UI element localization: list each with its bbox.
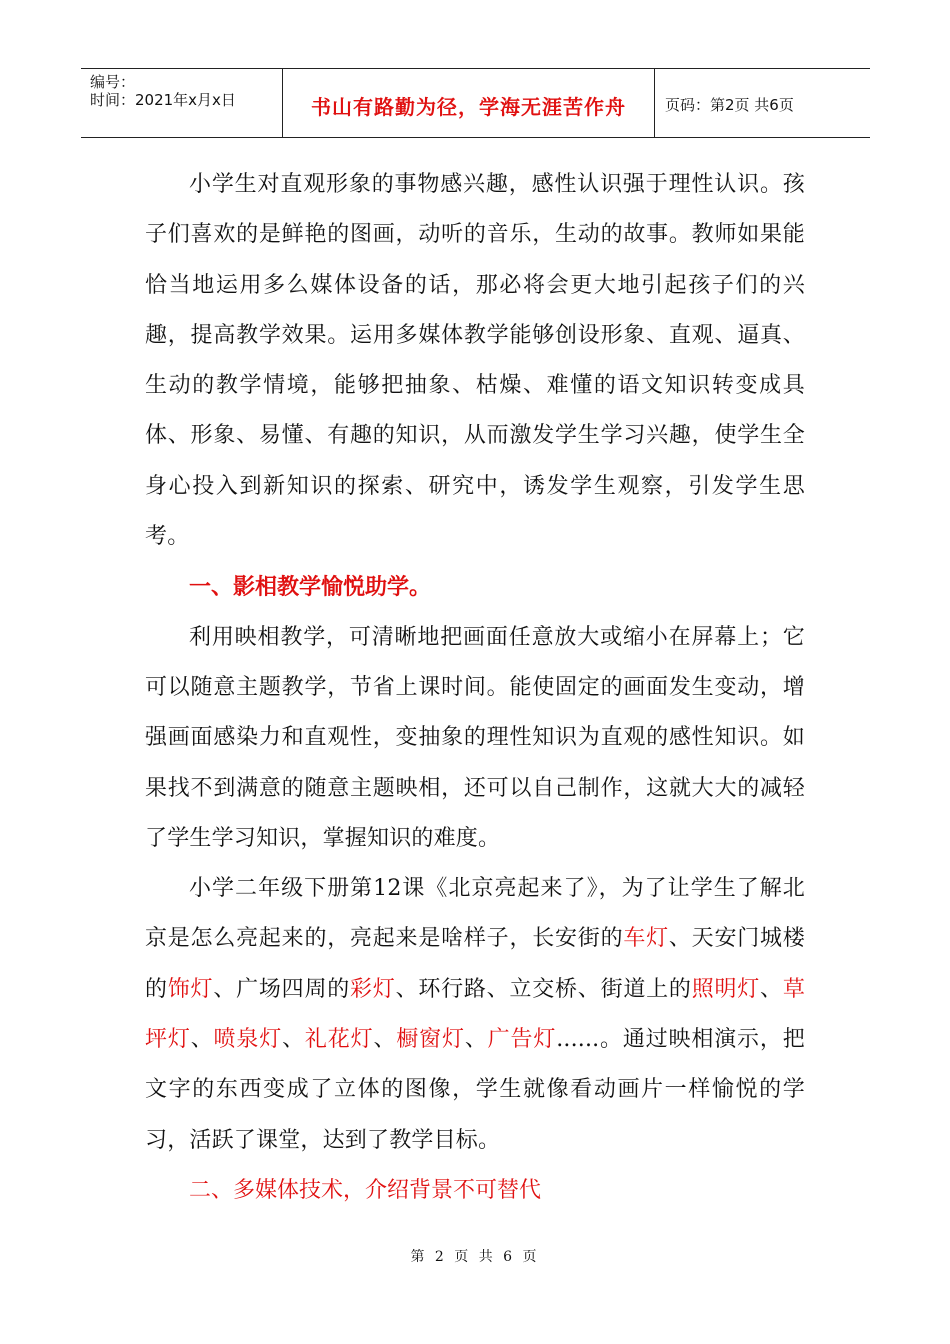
paragraph-intro: 小学生对直观形象的事物感兴趣，感性认识强于理性认识。孩子们喜欢的是鲜艳的图画，动听的音乐，生动的故事。教师如果能恰当地运用多么媒体设备的话，那必将会更大地引起孩子们的兴趣，提高教学效果。运用多媒体教学能够创设形象、直观、逼真、生动的教学情境，能够把抽象、枯燥、难懂的语文知识转变成具体、形象、易懂、有趣的知识，从而激发学生学习兴趣，使学生全身心投入到新知识的探索、研究中，诱发学生观察，引发学生思考。: [145, 172, 805, 550]
text-run: 、: [190, 1027, 214, 1053]
highlight-decor-lights: 饰灯: [167, 976, 214, 1002]
text-run: 、环行路、立交桥、街道上的: [395, 976, 692, 1002]
header-motto-cell: [283, 69, 655, 137]
time-label: 时间：2021年x月x日: [90, 91, 236, 109]
header-page-cell: [655, 69, 870, 137]
highlight-ad-lights: 广告灯: [487, 1027, 557, 1053]
highlight-street-lights: 照明灯: [691, 976, 761, 1002]
highlight-lawn-lights: 草坪灯: [145, 976, 806, 1053]
highlight-color-lights: 彩灯: [350, 976, 396, 1002]
section-heading-1: 一、影相教学愉悦助学。: [189, 574, 432, 601]
text-run: 小学二年级下册第12课《北京亮起来了》，为了让学生了解北京是怎么亮起来的，亮起来是啥样子，长安街的: [145, 876, 805, 952]
page-footer: 第 2 页 共 6 页: [410, 1249, 540, 1265]
header-table: [81, 68, 870, 138]
section-heading-2: 二、多媒体技术，介绍背景不可替代: [189, 1177, 542, 1203]
text-run: 、: [760, 976, 783, 1002]
text-run: 、: [373, 1027, 397, 1053]
highlight-car-lights: 车灯: [623, 926, 669, 952]
highlight-window-lights: 橱窗灯: [396, 1027, 465, 1053]
header-meta-cell: [81, 69, 283, 137]
page-label: 页码：第2页 共6页: [665, 96, 794, 114]
text-run: 、天安门城楼的: [145, 926, 805, 1002]
paragraph-example: [145, 864, 805, 1166]
number-label: 编号：: [90, 73, 136, 91]
paragraph-projection: 利用映相教学，可清晰地把画面任意放大或缩小在屏幕上；它可以随意主题教学，节省上课时间。能使固定的画面发生变动，增强画面感染力和直观性，变抽象的理性知识为直观的感性知识。如果找不到满意的随意主题映相，还可以自己制作，这就大大的减轻了学生学习知识，掌握知识的难度。: [145, 624, 805, 851]
motto: 书山有路勤为径，学海无涯苦作舟: [311, 95, 626, 119]
document-body: [145, 160, 805, 1216]
highlight-firework-lights: 礼花灯: [304, 1027, 374, 1053]
highlight-fountain-lights: 喷泉灯: [213, 1027, 283, 1053]
text-run: 、: [282, 1027, 305, 1053]
text-run: ......。通过映相演示，把文字的东西变成了立体的图像，学生就像看动画片一样愉悦的学习，活跃了课堂，达到了教学目标。: [145, 1027, 805, 1153]
text-run: 、: [464, 1027, 488, 1053]
text-run: 、广场四周的: [213, 976, 351, 1002]
